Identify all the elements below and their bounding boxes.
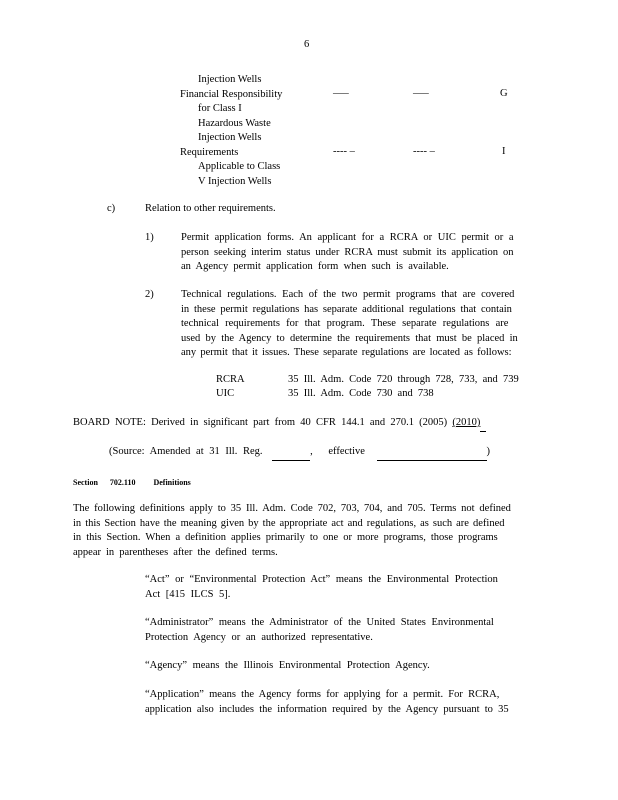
definition-application: [145, 688, 509, 717]
definition-line: “Agency” means the Illinois Environmental Protection Agency.: [145, 660, 430, 671]
definition-line: “Administrator” means the Administrator of the United States Environmental: [145, 617, 494, 628]
page-number: 6: [304, 39, 310, 50]
item-2-line: technical requirements for that program. These separate regulations are: [181, 318, 509, 329]
row2-col2: ---- –: [413, 146, 435, 157]
row1-line0: Financial Responsibility: [180, 88, 283, 100]
definition-act: [145, 573, 498, 602]
row2-col1: ---- –: [333, 146, 355, 157]
board-note-underline: [480, 416, 486, 432]
source-reg-blank: [272, 445, 310, 461]
definition-line: Act [415 ILCS 5].: [145, 588, 231, 600]
board-note: [73, 416, 486, 432]
definition-line: “Act” or “Environmental Protection Act” means the Environmental Protection: [145, 574, 498, 585]
definition-agency: [145, 659, 430, 674]
row1-col1: —–: [333, 88, 349, 99]
intro-line: appear in parentheses after the defined terms.: [73, 546, 278, 558]
source-line: (Source: Amended at 31 Ill. Reg. , effective ): [109, 445, 490, 461]
table-labels: [180, 73, 282, 189]
row2-col3: I: [502, 146, 506, 157]
reg-rcra-name: RCRA: [216, 374, 245, 385]
definition-line: Protection Agency or an authorized representative.: [145, 631, 373, 643]
reg-uic-name: UIC: [216, 388, 235, 399]
item-1-text: [181, 231, 537, 275]
intro-line: in this Section have the meaning given by the appropriate act and regulations, as such are defined: [73, 517, 505, 529]
item-2-line: in these permit regulations has separate additional regulations that contain: [181, 303, 512, 315]
row1-col3: G: [500, 88, 508, 99]
source-effective-blank: [377, 445, 487, 461]
item-2-label: 2): [145, 289, 154, 300]
row1-line3: Injection Wells: [198, 132, 262, 143]
row1-line2: Hazardous Waste: [198, 117, 271, 129]
source-effective: effective: [328, 446, 365, 457]
item-1-line: an Agency permit application form when such is available.: [181, 261, 449, 272]
definition-line: “Application” means the Agency forms for applying for a permit. For RCRA,: [145, 689, 500, 700]
item-1-line: person seeking interim status under RCRA must submit its application on: [181, 246, 514, 258]
section-title: Definitions: [153, 478, 191, 487]
row2-line0: Requirements: [180, 146, 239, 158]
row2-line2: V Injection Wells: [198, 175, 272, 187]
row0-line0: Injection Wells: [198, 74, 262, 85]
item-2-text: [181, 288, 518, 361]
intro-paragraph: [73, 502, 511, 560]
item-2-line: Technical regulations. Each of the two permit programs that are covered: [181, 289, 515, 300]
item-2-line: used by the Agency to determine the requirements that must be placed in: [181, 332, 518, 344]
reg-rcra-cite: 35 Ill. Adm. Code 720 through 728, 733, and 739: [288, 374, 519, 385]
source-text: (Source: Amended at 31 Ill. Reg.: [109, 446, 263, 457]
board-note-text: BOARD NOTE: Derived in significant part from 40 CFR 144.1 and 270.1 (2005): [73, 417, 448, 428]
item-c-label: c): [107, 203, 116, 214]
item-1-line: Permit application forms. An applicant for a RCRA or UIC permit or a: [181, 232, 514, 243]
row2-line1: Applicable to Class: [198, 161, 281, 172]
section-number: 702.110: [109, 478, 136, 487]
definition-line: application also includes the information required by the Agency pursuant to 35: [145, 703, 509, 715]
source-close: ): [486, 446, 491, 457]
reg-uic-cite: 35 Ill. Adm. Code 730 and 738: [288, 388, 434, 399]
intro-line: The following definitions apply to 35 Ill. Adm. Code 702, 703, 704, and 705. Terms not defined: [73, 503, 511, 514]
definition-administrator: [145, 616, 494, 645]
item-1-label: 1): [145, 232, 154, 243]
section-label: Section: [73, 478, 98, 487]
row1-col2: —–: [413, 88, 429, 99]
intro-line: in this Section. When a definition applies primarily to one or more programs, those programs: [73, 532, 498, 543]
section-heading: [73, 476, 191, 491]
item-2-line: any permit that it issues. These separate regulations are located as follows:: [181, 347, 512, 358]
item-c-text: Relation to other requirements.: [145, 203, 276, 214]
row1-line1: for Class I: [198, 103, 242, 114]
board-note-amended-year: (2010): [452, 417, 481, 428]
